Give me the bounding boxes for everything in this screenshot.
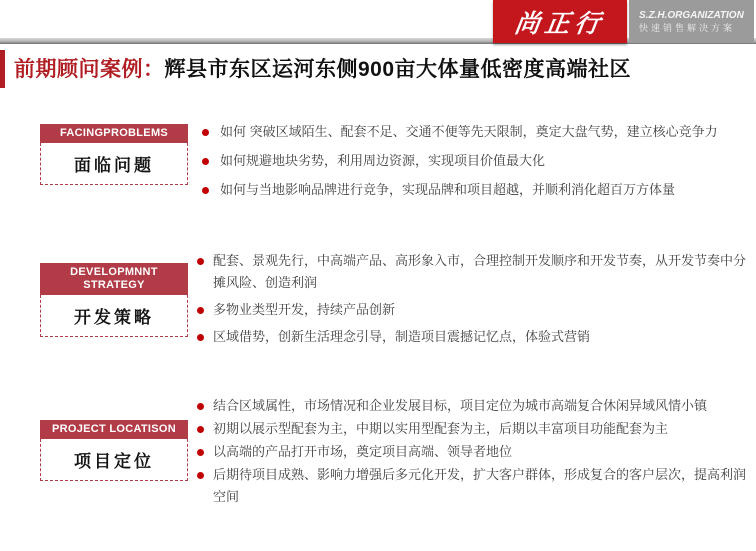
section-label-en: PROJECT LOCATISON — [40, 420, 188, 439]
bullet-icon — [202, 129, 209, 136]
section-label-en: FACINGPROBLEMS — [40, 124, 188, 143]
section-label-cn: 项目定位 — [40, 439, 188, 481]
org-info-block — [629, 0, 754, 43]
title-prefix: 前期顾问案例： — [14, 58, 165, 81]
title-accent-bar — [0, 50, 5, 88]
bullet-text: 区域借势，创新生活理念引导，制造项目震撼记忆点，体验式营销 — [213, 329, 591, 344]
bullet-icon — [197, 307, 204, 314]
bullet-text: 以高端的产品打开市场，奠定项目高端、领导者地位 — [213, 444, 513, 459]
bullet-icon — [202, 158, 209, 165]
org-name: S.Z.H.ORGANIZATION — [639, 10, 744, 21]
bullet-text: 结合区域属性，市场情况和企业发展目标，项目定位为城市高端复合休闲异域风情小镇 — [213, 398, 708, 413]
org-tagline: 快速销售解决方案 — [639, 23, 736, 33]
bullet-text: 如何规避地块劣势，利用周边资源，实现项目价值最大化 — [220, 153, 546, 168]
bullet-text: 如何与当地影响品牌进行竞争，实现品牌和项目超越，并顺利消化超百万方体量 — [220, 182, 676, 197]
bullet-icon — [197, 426, 204, 433]
bullet-list-facing-problems — [196, 121, 748, 208]
page-title — [14, 56, 744, 83]
bullet-item — [196, 250, 748, 294]
bullet-icon — [197, 449, 204, 456]
section-label-cn: 面临问题 — [40, 143, 188, 185]
bullet-icon — [197, 472, 204, 479]
bullet-item — [196, 179, 748, 201]
bullet-icon — [197, 334, 204, 341]
bullet-item — [196, 441, 748, 463]
bullet-item — [196, 299, 748, 321]
bullet-item — [196, 464, 748, 508]
bullet-icon — [197, 403, 204, 410]
section-label-facing-problems — [40, 124, 188, 185]
title-main: 辉县市东区运河东侧900亩大体量低密度高端社区 — [164, 58, 632, 81]
bullet-item — [196, 395, 748, 417]
section-label-en: DEVELOPMNNT STRATEGY — [40, 263, 188, 295]
bullet-list-development-strategy — [196, 250, 748, 353]
bullet-text: 如何 突破区域陌生、配套不足、交通不便等先天限制，奠定大盘气势，建立核心竞争力 — [220, 124, 718, 139]
bullet-item — [196, 150, 748, 172]
section-label-development-strategy — [40, 263, 188, 337]
bullet-text: 多物业类型开发，持续产品创新 — [213, 302, 396, 317]
bullet-text: 配套、景观先行，中高端产品、高形象入市，合理控制开发顺序和开发节奏，从开发节奏中分摊风险、创造利润 — [213, 253, 747, 290]
section-label-cn: 开发策略 — [40, 295, 188, 337]
bullet-icon — [202, 187, 209, 194]
logo-wordmark: 尚正行 — [512, 9, 607, 38]
company-logo — [493, 0, 627, 43]
bullet-item — [196, 418, 748, 440]
section-label-project-location — [40, 420, 188, 481]
bullet-list-project-location — [196, 395, 748, 509]
bullet-text: 后期待项目成熟、影响力增强后多元化开发，扩大客户群体，形成复合的客户层次，提高利润空间 — [213, 467, 747, 504]
bullet-item — [196, 326, 748, 348]
bullet-item — [196, 121, 748, 143]
bullet-text: 初期以展示型配套为主，中期以实用型配套为主，后期以丰富项目功能配套为主 — [213, 421, 669, 436]
bullet-icon — [197, 258, 204, 265]
